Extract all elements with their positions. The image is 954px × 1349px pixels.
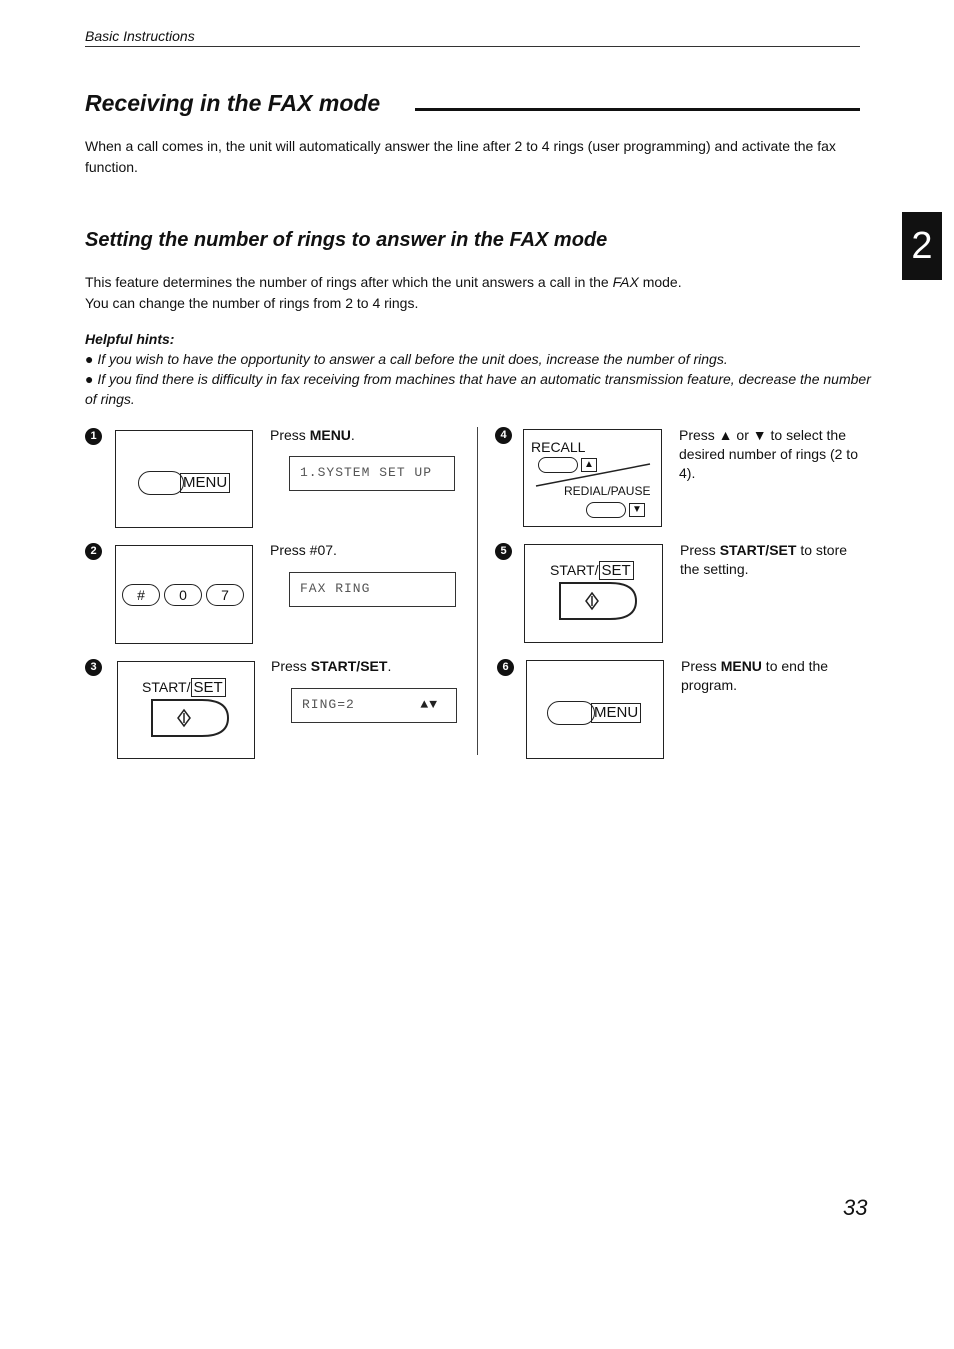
step-4-illustration — [523, 429, 662, 527]
step-number: 5 — [495, 543, 512, 560]
hint-item: ● If you find there is difficulty in fax receiving from machines that have an automatic transmission feature, decrease the number of rings. — [85, 371, 871, 407]
step-number: 3 — [85, 659, 102, 676]
step-number: 2 — [85, 543, 102, 560]
step-4-instruction: Press ▲ or ▼ to select the desired number of rings (2 to 4). — [679, 427, 858, 481]
menu-key-label: MENU — [591, 703, 641, 723]
up-down-arrows: ▲▼ — [420, 697, 438, 712]
header-rule — [85, 46, 860, 47]
up-arrow-icon: ▲ — [581, 458, 597, 472]
chapter-tab: 2 — [902, 212, 942, 280]
step-3-illustration — [117, 661, 255, 759]
start-key-icon — [558, 581, 640, 623]
step-3-instruction: Press START/SET. — [271, 658, 392, 674]
menu-key — [547, 701, 641, 725]
lcd-display: 1.SYSTEM SET UP — [289, 456, 455, 491]
zero-key: 0 — [164, 584, 202, 606]
feature-paragraph: This feature determines the number of rings after which the unit answers a call in the FAX mode. You can change the number of rings from 2 to 4 rings. — [85, 274, 682, 311]
hints-title: Helpful hints: — [85, 331, 175, 347]
menu-key-label: MENU — [180, 473, 230, 493]
step-5-instruction: Press START/SET to store the setting. — [680, 542, 848, 577]
page-title: Receiving in the FAX mode — [85, 90, 381, 116]
start-set-label: START/ SET — [550, 562, 634, 580]
down-arrow-icon: ▼ — [629, 503, 645, 517]
page-number: 33 — [843, 1195, 868, 1220]
step-5-illustration — [524, 544, 663, 643]
hash-key: # — [122, 584, 160, 606]
step-number: 4 — [495, 427, 512, 444]
key-button-icon — [586, 502, 626, 518]
seven-key: 7 — [206, 584, 244, 606]
step-2-illustration — [115, 545, 253, 644]
title-rule — [415, 108, 860, 111]
keypad-keys — [122, 584, 244, 606]
step-number: 1 — [85, 428, 102, 445]
redial-pause-label: REDIAL/PAUSE — [564, 484, 651, 498]
running-header: Basic Instructions — [85, 28, 195, 44]
step-2-instruction: Press #07. — [270, 542, 337, 558]
section-heading: Setting the number of rings to answer in the FAX mode — [85, 229, 608, 251]
key-button-icon — [547, 701, 595, 725]
redial-key — [586, 502, 645, 518]
step-1-illustration — [115, 430, 253, 528]
step-6-illustration — [526, 660, 664, 759]
menu-key — [138, 471, 230, 495]
step-6-instruction: Press MENU to end the program. — [681, 658, 829, 693]
hint-item: ● If you wish to have the opportunity to answer a call before the unit does, increase the number of rings. — [85, 351, 728, 367]
lcd-display: RING=2 ▲▼ — [291, 688, 457, 723]
step-number: 6 — [497, 659, 514, 676]
lcd-display: FAX RING — [289, 572, 456, 607]
step-1-instruction: Press MENU. — [270, 427, 355, 443]
recall-label: RECALL — [531, 439, 586, 455]
intro-paragraph: When a call comes in, the unit will automatically answer the line after 2 to 4 rings (user programming) and activate the fax function. — [85, 138, 836, 175]
column-divider — [477, 427, 478, 755]
start-set-label: START/ SET — [142, 679, 226, 697]
start-key-icon — [150, 698, 232, 740]
key-button-icon — [138, 471, 184, 495]
